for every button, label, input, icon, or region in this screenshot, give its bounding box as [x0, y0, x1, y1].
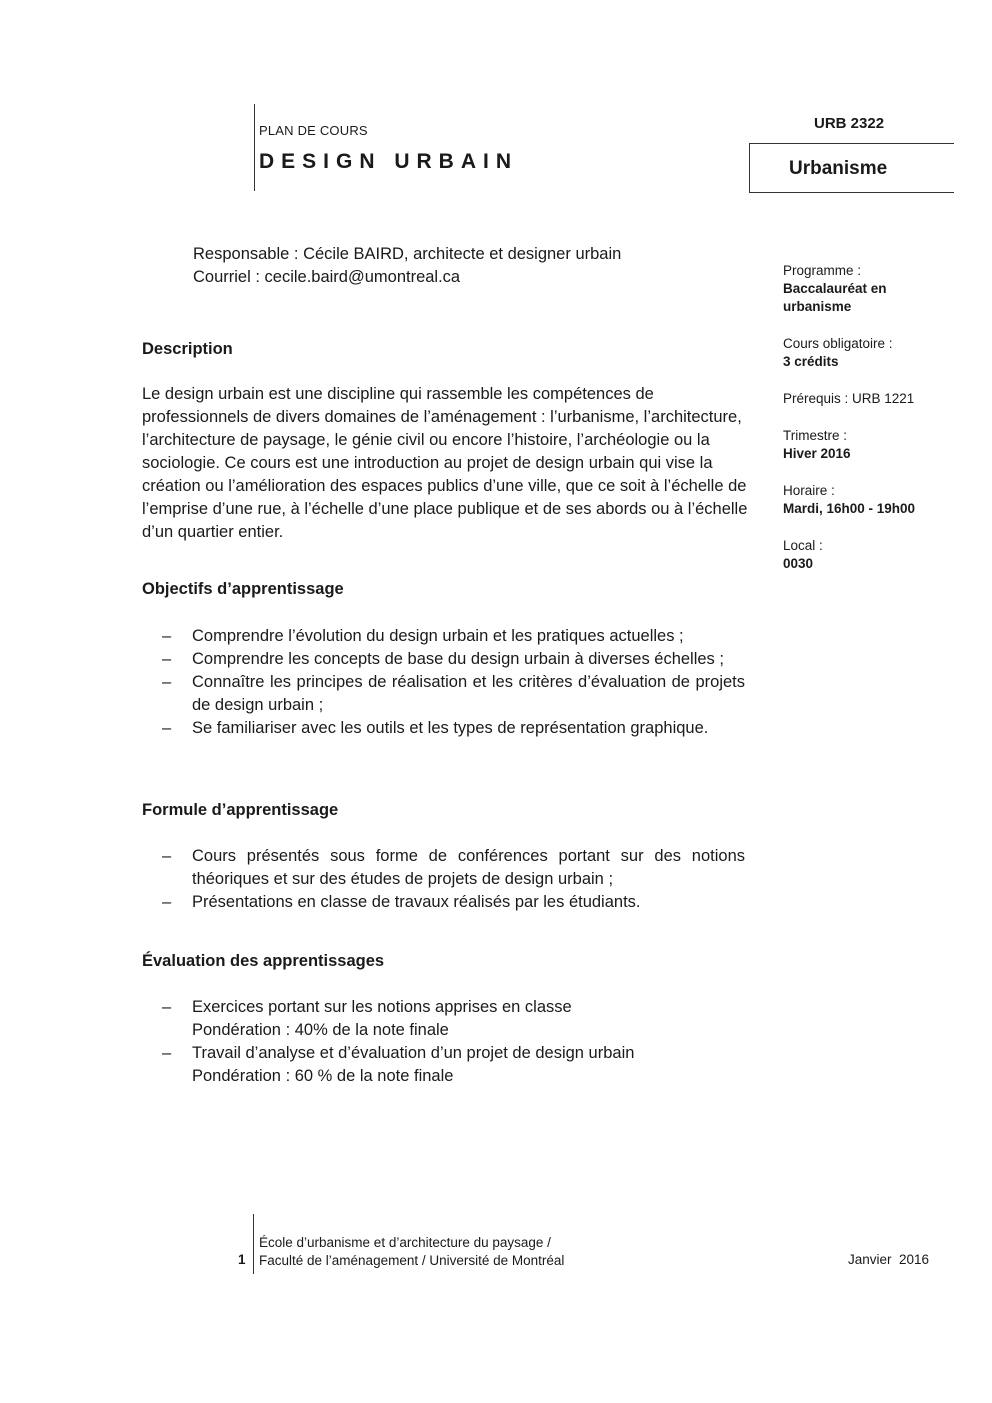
- list-item-text: Connaître les principes de réalisation et les critères d’évaluation de projets de design urbain ;: [192, 673, 745, 714]
- dash-bullet: –: [162, 1044, 172, 1062]
- sidebar-cours: [783, 335, 973, 371]
- sidebar-label: Local :: [783, 538, 823, 553]
- formule-heading: Formule d’apprentissage: [142, 801, 339, 819]
- objectifs-list: [162, 625, 745, 740]
- plan-label: PLAN DE COURS: [259, 123, 368, 138]
- evaluation-item-weight: Pondération : 40% de la note finale: [192, 1021, 449, 1039]
- sidebar-horaire: [783, 482, 973, 518]
- list-item-text: Présentations en classe de travaux réalisés par les étudiants.: [192, 893, 641, 911]
- dash-bullet: –: [162, 893, 172, 911]
- header-divider: [254, 104, 255, 191]
- list-item-text: Comprendre l’évolution du design urbain et les pratiques actuelles ;: [192, 627, 684, 645]
- list-item-text: Comprendre les concepts de base du design urbain à diverses échelles ;: [192, 650, 724, 668]
- evaluation-item-title: Exercices portant sur les notions apprises en classe: [192, 998, 572, 1016]
- sidebar-prerequis: [783, 390, 973, 408]
- sidebar-value: 3 crédits: [783, 354, 839, 369]
- course-code: URB 2322: [814, 115, 885, 132]
- sidebar-value: Hiver 2016: [783, 446, 851, 461]
- list-item: [162, 891, 745, 914]
- responsable-line: Responsable : Cécile BAIRD, architecte et designer urbain: [193, 245, 622, 263]
- description-heading: Description: [142, 340, 233, 358]
- list-item-text: Se familiariser avec les outils et les types de représentation graphique.: [192, 719, 709, 737]
- sidebar-value: Baccalauréat en urbanisme: [783, 281, 887, 314]
- footer-date: Janvier 2016: [848, 1252, 930, 1267]
- page-number: 1: [238, 1252, 246, 1267]
- list-item: [162, 996, 745, 1042]
- footer-line-2: Faculté de l’aménagement / Université de Montréal: [259, 1253, 565, 1268]
- dash-bullet: –: [162, 650, 172, 668]
- course-name: Urbanisme: [789, 158, 888, 179]
- sidebar-value: 0030: [783, 556, 814, 571]
- sidebar-label: Programme :: [783, 263, 862, 278]
- sidebar-label: Trimestre :: [783, 428, 847, 443]
- evaluation-item-title: Travail d’analyse et d’évaluation d’un projet de design urbain: [192, 1044, 635, 1062]
- dash-bullet: –: [162, 673, 172, 691]
- sidebar-local: [783, 537, 973, 573]
- evaluation-item-weight: Pondération : 60 % de la note finale: [192, 1067, 454, 1085]
- evaluation-list: [162, 996, 745, 1088]
- list-item: [162, 1042, 745, 1088]
- footer-divider: [253, 1214, 254, 1274]
- list-item: [162, 625, 745, 648]
- list-item-text: Cours présentés sous forme de conférences portant sur des notions théoriques et sur des études de projets de design urbain ;: [192, 847, 745, 888]
- formule-list: [162, 845, 745, 914]
- footer-line-1: École d’urbanisme et d’architecture du paysage /: [259, 1235, 551, 1250]
- sidebar-label: Prérequis : URB 1221: [783, 391, 915, 406]
- evaluation-heading: Évaluation des apprentissages: [142, 952, 385, 970]
- list-item: [162, 648, 745, 671]
- objectifs-heading: Objectifs d’apprentissage: [142, 580, 344, 598]
- sidebar-value: Mardi, 16h00 - 19h00: [783, 501, 916, 516]
- course-title: DESIGN URBAIN: [259, 150, 519, 173]
- footer-institution: [259, 1234, 564, 1270]
- contact-block: [193, 243, 621, 289]
- sidebar-label: Horaire :: [783, 483, 835, 498]
- sidebar-label: Cours obligatoire :: [783, 336, 893, 351]
- dash-bullet: –: [162, 719, 172, 737]
- dash-bullet: –: [162, 847, 172, 865]
- description-text: Le design urbain est une discipline qui rassemble les compétences de professionnels de divers domaines de l’aménagement : l’urbanisme, l’architecture, l’architecture de paysage, le génie civil ou encore l’histoire, l’archéologie ou la sociologie. Ce cours est une introduction au projet de design urbain qui vise la création ou l’amélioration des espaces publics d’une ville, que ce soit à l’échelle de l’emprise d’une rue, à l’échelle d’une place publique et de ses abords ou à l’échelle d’un quartier entier.: [142, 385, 748, 541]
- email-line: Courriel : cecile.baird@umontreal.ca: [193, 268, 461, 286]
- list-item: [162, 717, 745, 740]
- dash-bullet: –: [162, 998, 172, 1016]
- list-item: [162, 671, 745, 717]
- sidebar-programme: [783, 262, 973, 316]
- list-item: [162, 845, 745, 891]
- dash-bullet: –: [162, 627, 172, 645]
- sidebar-trimestre: [783, 427, 973, 463]
